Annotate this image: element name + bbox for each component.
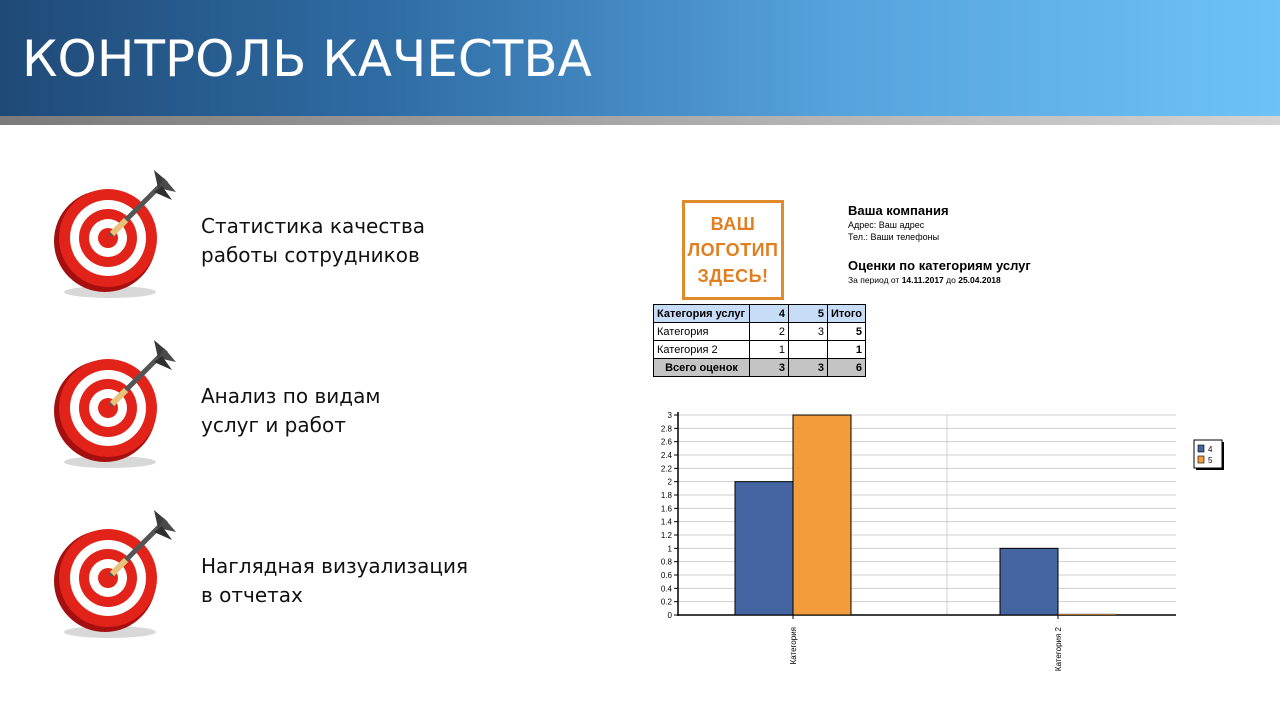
feature-text [201, 552, 468, 610]
feature-line: Наглядная визуализация [201, 554, 468, 578]
logo-placeholder [682, 200, 784, 300]
y-tick-label: 0.6 [660, 571, 672, 580]
feature-item-visualization [50, 506, 500, 646]
table-cell: 3 [750, 359, 789, 377]
feature-line: Статистика качества [201, 214, 426, 238]
y-tick-label: 0.4 [660, 584, 672, 594]
feature-line: работы сотрудников [201, 243, 420, 267]
bar-series-5 [793, 415, 851, 615]
x-tick-label: Категория 2 [1054, 627, 1063, 672]
summary-table [653, 304, 866, 377]
legend-swatch [1198, 445, 1204, 452]
table-cell: 2 [750, 323, 789, 341]
legend-label: 5 [1208, 456, 1213, 465]
feature-text [201, 382, 380, 440]
feature-line: в отчетах [201, 583, 303, 607]
table-cell: Категория [654, 323, 750, 341]
feature-text [201, 212, 425, 270]
y-tick-label: 1.8 [660, 491, 672, 500]
bar-series-4 [1000, 548, 1058, 615]
table-cell: 6 [828, 359, 866, 377]
report-period [848, 274, 1031, 286]
y-tick-label: 1.6 [660, 504, 672, 514]
title-banner [0, 0, 1280, 116]
y-tick-label: 2.2 [660, 464, 672, 474]
logo-line: ЗДЕСЬ! [697, 266, 769, 286]
table-cell: 5 [828, 323, 866, 341]
table-cell: 3 [789, 323, 828, 341]
y-tick-label: 2 [667, 477, 672, 487]
table-header-row [654, 305, 866, 323]
feature-item-service-analysis [50, 336, 500, 476]
company-address: Адрес: Ваш адрес [848, 220, 925, 230]
logo-line: ВАШ [710, 214, 756, 234]
table-total-row [654, 359, 866, 377]
dart-target-icon [50, 506, 190, 646]
period-mid: до [946, 275, 956, 285]
table-cell: 3 [789, 359, 828, 377]
title-underline [0, 116, 1280, 125]
report-title: Оценки по категориям услуг [848, 258, 1031, 273]
feature-line: Анализ по видам [201, 384, 381, 408]
y-tick-label: 1 [667, 544, 672, 554]
y-tick-label: 1.4 [660, 517, 672, 527]
company-info [848, 203, 949, 243]
y-tick-label: 1.2 [660, 531, 672, 540]
report-header [848, 258, 1031, 286]
y-tick-label: 2.4 [660, 451, 672, 460]
period-from: 14.11.2017 [901, 275, 944, 285]
bar-chart [640, 400, 1240, 690]
feature-item-staff-stats [50, 166, 500, 306]
y-tick-label: 0 [667, 611, 672, 620]
table-cell: 1 [750, 341, 789, 359]
x-tick-label: Категория [789, 627, 798, 665]
dart-target-icon [50, 336, 190, 476]
column-header: Категория услуг [654, 305, 750, 323]
period-prefix: За период от [848, 275, 900, 285]
table-row [654, 323, 866, 341]
bar-series-5 [1058, 614, 1116, 615]
feature-line: услуг и работ [201, 413, 346, 437]
table-cell: 1 [828, 341, 866, 359]
y-tick-label: 2.8 [660, 424, 672, 434]
dart-target-icon [50, 166, 190, 306]
logo-line: ЛОГОТИП [687, 240, 779, 260]
column-header: 5 [789, 305, 828, 323]
period-to: 25.04.2018 [958, 275, 1001, 285]
table-row [654, 341, 866, 359]
table-cell: Категория 2 [654, 341, 750, 359]
y-tick-label: 3 [667, 411, 672, 420]
company-phone: Тел.: Ваши телефоны [848, 232, 940, 242]
page-title: КОНТРОЛЬ КАЧЕСТВА [22, 30, 592, 88]
company-name: Ваша компания [848, 203, 949, 218]
table-cell [789, 341, 828, 359]
y-tick-label: 2.6 [660, 437, 672, 447]
legend-swatch [1198, 456, 1204, 463]
y-tick-label: 0.8 [660, 557, 672, 567]
table-cell: Всего оценок [654, 359, 750, 377]
column-header: 4 [750, 305, 789, 323]
legend-label: 4 [1208, 445, 1213, 454]
column-header: Итого [828, 305, 866, 323]
bar-series-4 [735, 482, 793, 615]
y-tick-label: 0.2 [660, 597, 672, 607]
